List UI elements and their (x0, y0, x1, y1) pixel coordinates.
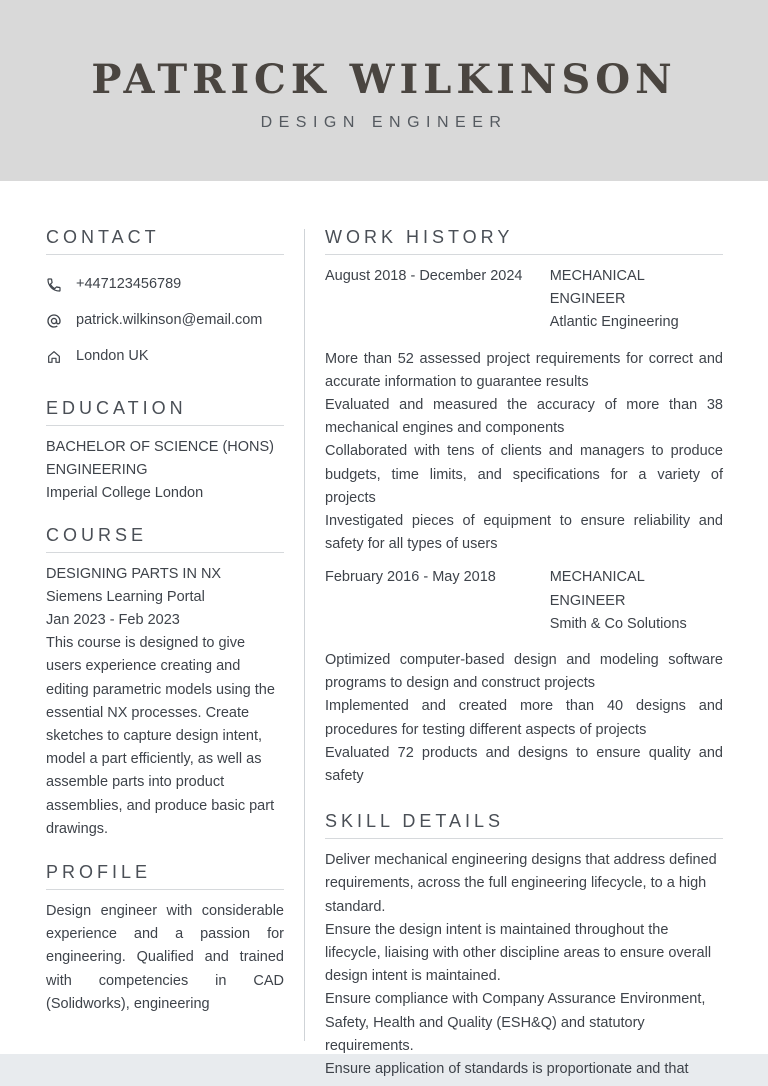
course-name: DESIGNING PARTS IN NX (46, 565, 222, 582)
contact-email[interactable]: patrick.wilkinson@email.com (76, 312, 263, 329)
job-bullet: Implemented and created more than 40 designs and procedures for testing different aspects of projects (325, 698, 723, 738)
job-bullets (325, 649, 723, 788)
skill-item: Ensure compliance with Company Assurance Environment, Safety, Health and Quality (ESH&Q) and statutory requirements. (325, 991, 706, 1054)
contact-location: London UK (76, 348, 149, 365)
contact-phone-row (46, 267, 284, 303)
job-bullet: Collaborated with tens of clients and managers to produce budgets, time limits, and specifications for a variety of projects (325, 443, 723, 506)
phone-icon (46, 277, 76, 293)
job-entry (325, 566, 723, 788)
job-header (325, 566, 723, 636)
contact-email-row (46, 303, 284, 339)
contact-heading: CONTACT (46, 226, 284, 255)
course-heading: COURSE (46, 524, 284, 553)
education-entry (46, 436, 284, 506)
education-heading: EDUCATION (46, 397, 284, 426)
course-description: This course is designed to give users experience creating and editing parametric models using the essential NX processes. Create sketches to capture design intent, model a part efficiently, as well as assemble parts into product assemblies, and produce basic part drawings. (46, 635, 275, 837)
job-bullets (325, 348, 723, 557)
at-sign-icon (46, 313, 76, 329)
course-dates: Jan 2023 - Feb 2023 (46, 612, 180, 629)
course-entry (46, 563, 284, 841)
job-company: Atlantic Engineering (549, 314, 679, 331)
education-degree: BACHELOR OF SCIENCE (HONS) ENGINEERING (46, 439, 274, 479)
job-bullet: Investigated pieces of equipment to ensure reliability and safety for all types of users (325, 513, 723, 553)
column-divider (304, 229, 305, 1041)
course-provider: Siemens Learning Portal (46, 588, 205, 605)
skill-item: Ensure the design intent is maintained throughout the lifecycle, liaising with other discipline areas to ensure overall design intent is maintained. (325, 921, 712, 985)
job-bullet: Evaluated and measured the accuracy of more than 38 mechanical engines and components (325, 397, 723, 437)
job-header (325, 265, 723, 335)
right-column (325, 226, 723, 1081)
work-history-heading: WORK HISTORY (325, 226, 723, 255)
job-role: MECHANICAL ENGINEER (549, 569, 645, 609)
skill-list (325, 849, 723, 1081)
education-school: Imperial College London (46, 485, 204, 502)
job-bullet: Evaluated 72 products and designs to ensure quality and safety (325, 744, 723, 785)
contact-location-row (46, 339, 284, 375)
job-role: MECHANICAL ENGINEER (549, 268, 645, 308)
resume-header (0, 0, 768, 181)
contact-phone[interactable]: +447123456789 (76, 276, 182, 293)
job-company: Smith & Co Solutions (549, 615, 687, 632)
candidate-name: PATRICK WILKINSON (91, 56, 677, 103)
job-dates: February 2016 - May 2018 (325, 569, 496, 586)
left-column (46, 226, 284, 1016)
skill-item: Ensure application of standards is proportionate and that (325, 1061, 689, 1078)
home-icon (46, 349, 76, 365)
job-bullet: More than 52 assessed project requirements for correct and accurate information to guarantee results (325, 350, 723, 390)
contact-list (46, 267, 284, 375)
skill-details-heading: SKILL DETAILS (325, 810, 723, 839)
profile-text: Design engineer with considerable experience and a passion for engineering. Qualified and trained with competencies in CAD (Solidworks), engineering (46, 903, 284, 1012)
job-entry (325, 265, 723, 556)
job-dates: August 2018 - December 2024 (325, 268, 523, 284)
profile-heading: PROFILE (46, 861, 284, 890)
job-title: DESIGN ENGINEER (260, 114, 508, 131)
job-bullet: Optimized computer-based design and modeling software programs to design and construct projects (325, 652, 723, 692)
skill-item: Deliver mechanical engineering designs that address defined requirements, across the full engineering lifecycle, to a high standard. (325, 852, 717, 915)
